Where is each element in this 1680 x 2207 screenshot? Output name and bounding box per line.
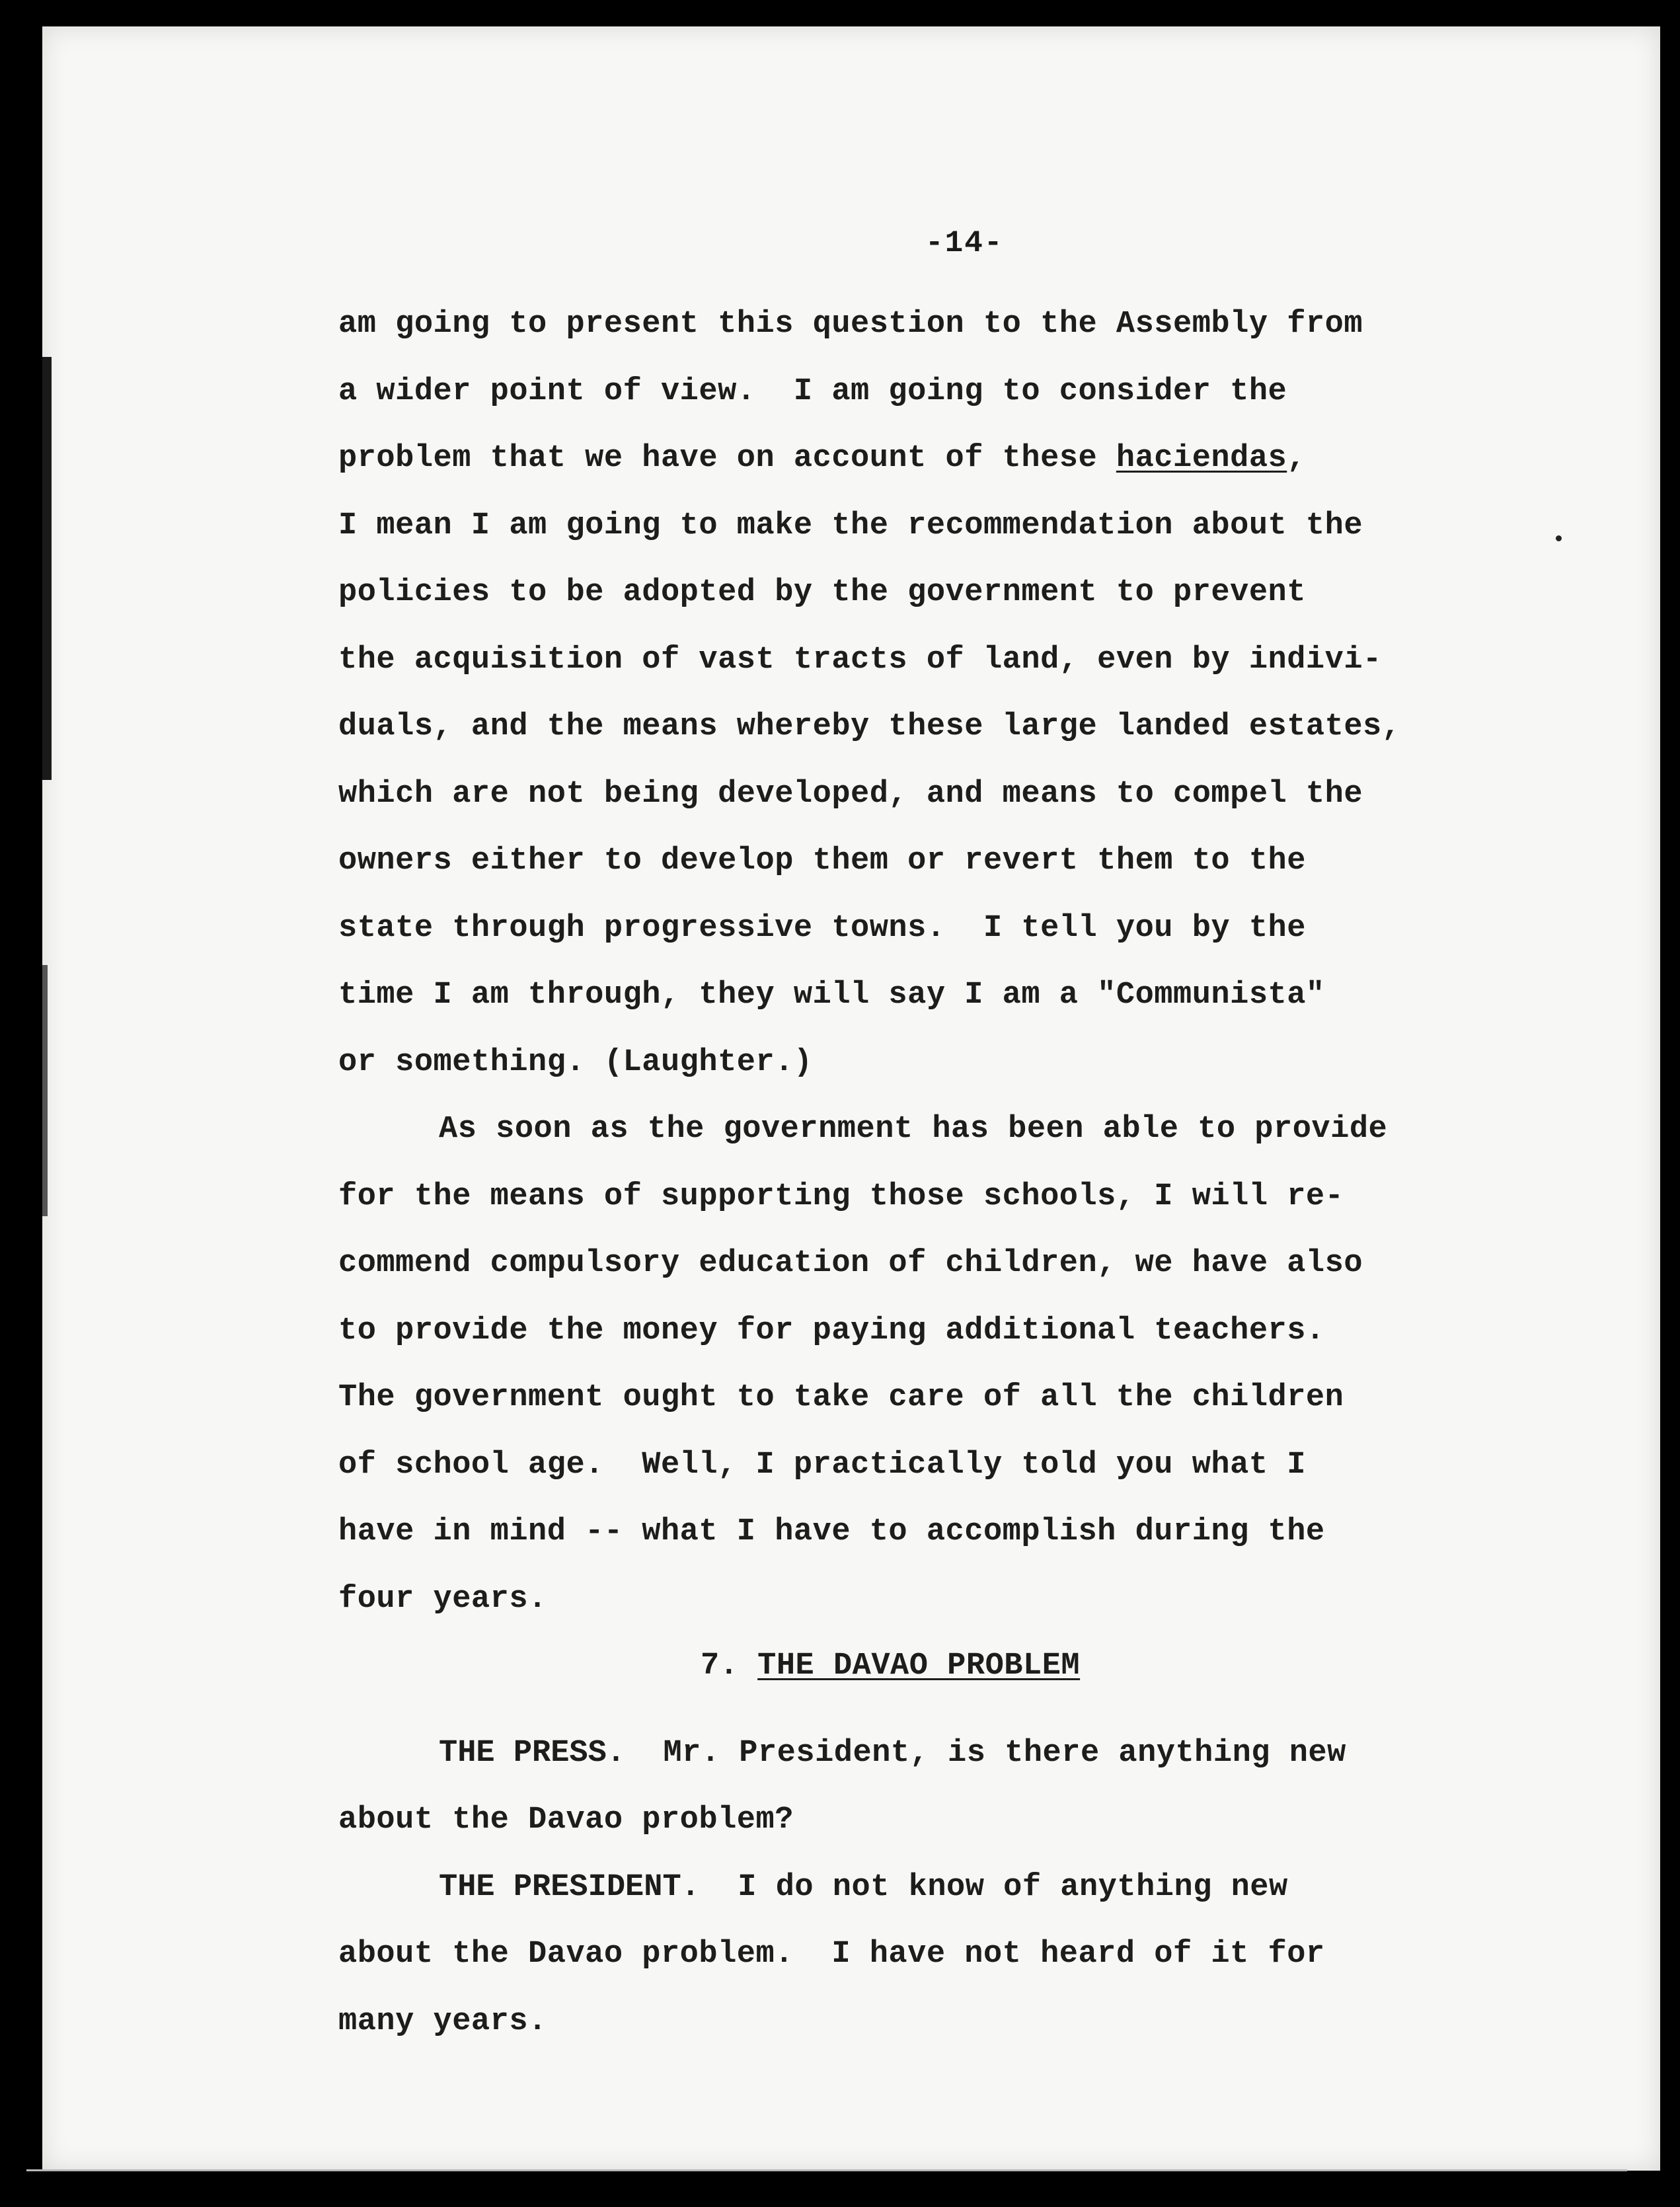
text-fragment: problem that we have on account of these <box>338 441 1116 476</box>
scan-edge-mark <box>42 965 48 1216</box>
section-title: THE DAVAO PROBLEM <box>757 1648 1081 1684</box>
speaker-label: THE PRESIDENT. <box>439 1869 700 1905</box>
text-line <box>338 425 1581 492</box>
text-line: many years. <box>338 2003 547 2039</box>
text-line: four years. <box>338 1581 547 1617</box>
text-line: duals, and the means whereby these large landed estates, <box>338 709 1401 744</box>
text-fragment: Mr. President, is there anything new <box>625 1735 1346 1771</box>
text-line: about the Davao problem. I have not heard of it for <box>338 1937 1325 1972</box>
text-line: owners either to develop them or revert them to the <box>338 843 1306 878</box>
text-line: or something. (Laughter.) <box>338 1044 813 1080</box>
text-line: to provide the money for paying additional teachers. <box>338 1313 1325 1348</box>
speaker-label: THE PRESS. <box>439 1735 626 1771</box>
spacer <box>338 1700 1581 1720</box>
text-line <box>338 1720 1581 1787</box>
text-line: The government ought to take care of all the children <box>338 1380 1344 1415</box>
text-line: about the Davao problem? <box>338 1802 794 1838</box>
text-line: commend compulsory education of children, we have also <box>338 1246 1363 1281</box>
text-line: a wider point of view. I am going to consider the <box>338 373 1287 409</box>
text-line: for the means of supporting those schools, I will re- <box>338 1179 1344 1214</box>
text-line: am going to present this question to the Assembly from <box>338 307 1363 342</box>
text-line: time I am through, they will say I am a "Communista" <box>338 978 1325 1013</box>
text-line: of school age. Well, I practically told you what I <box>338 1447 1306 1483</box>
text-line: state through progressive towns. I tell you by the <box>338 910 1306 946</box>
text-line: have in mind -- what I have to accomplish during the <box>338 1514 1325 1549</box>
text-fragment: I do not know of anything new <box>699 1869 1288 1905</box>
text-line: the acquisition of vast tracts of land, even by indivi- <box>338 642 1382 678</box>
underlined-term: haciendas <box>1116 441 1287 476</box>
text-line: I mean I am going to make the recommendation about the <box>338 508 1363 543</box>
section-heading <box>338 1633 1581 1700</box>
section-number: 7. <box>701 1648 758 1684</box>
text-fragment: , <box>1287 441 1306 476</box>
page-number: -14- <box>925 226 1004 260</box>
text-line <box>338 1854 1581 1921</box>
text-line: As soon as the government has been able to provide <box>439 1112 1388 1147</box>
scan-edge-mark <box>42 357 52 780</box>
text-line: which are not being developed, and means to compel the <box>338 776 1363 812</box>
page-bottom-edge <box>26 2169 1627 2171</box>
document-body <box>338 291 1581 2055</box>
text-line: policies to be adopted by the government to prevent <box>338 575 1306 610</box>
